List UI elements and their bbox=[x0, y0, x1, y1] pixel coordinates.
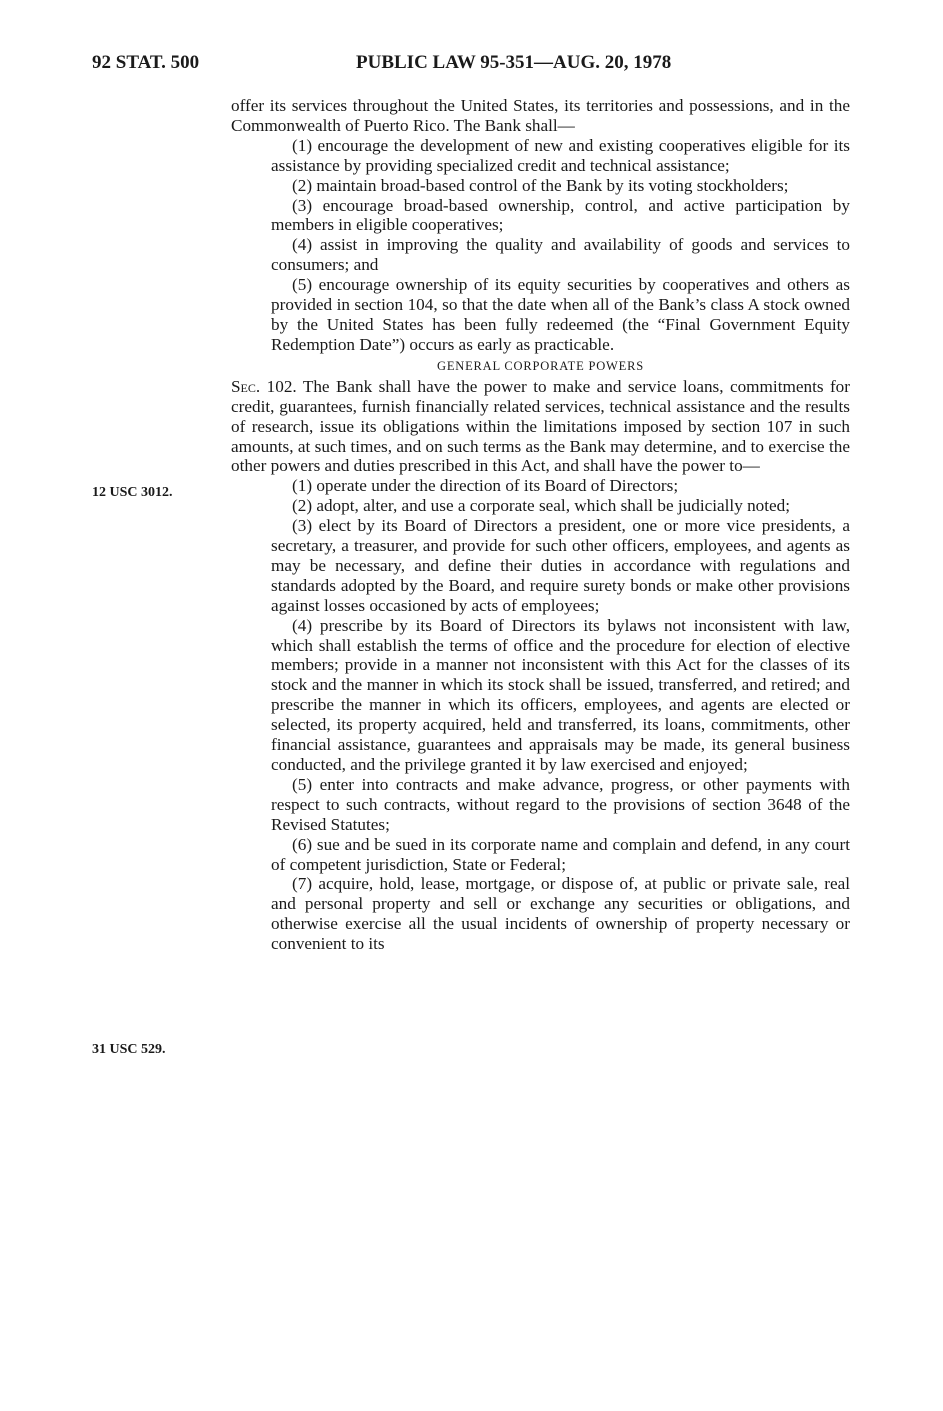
body-text bbox=[231, 96, 850, 954]
section-label: Sec. bbox=[231, 376, 261, 396]
section-102-text: 102. The Bank shall have the power to make and service loans, commitments for credit, guarantees, furnish financially related services, technical assistance and the results of research, issue its obligations within the limitations imposed by section 107 in such amounts, at such times, and on such terms as the Bank may determine, and to exercise the other powers and duties prescribed in this Act, and shall have the power to— bbox=[231, 376, 850, 476]
list-item-102-4: (4) prescribe by its Board of Directors its bylaws not inconsistent with law, which shall establish the terms of office and the procedure for election of elective members; provide in a manner not inconsistent with this Act for the classes of its stock and the manner in which its stock shall be issued, transferred, and retired; and prescribe the manner in which its officers, employees, and agents are elected or selected, its property acquired, held and transferred, its loans, commitments, other financial assistance, guarantees and appraisals may be made, its general business conducted, and the privilege granted it by law exercised and enjoyed; bbox=[271, 615, 850, 774]
list-item-101-3: (3) encourage broad-based ownership, control, and active participation by members in eligible cooperatives; bbox=[271, 195, 850, 235]
intro-paragraph: offer its services throughout the United States, its territories and possessions, and in the Commonwealth of Puerto Rico. The Bank shall— bbox=[231, 96, 850, 135]
margin-note-31-usc-529: 31 USC 529. bbox=[92, 1042, 166, 1057]
list-item-101-5: (5) encourage ownership of its equity securities by cooperatives and others as provided in section 104, so that the date when all of the Bank’s class A stock owned by the United States has been fully redeemed (the “Final Government Equity Redemption Date”) occurs as early as practicable. bbox=[271, 275, 850, 354]
list-item-102-5: (5) enter into contracts and make advance, progress, or other payments with respect to such contracts, without regard to the provisions of section 3648 of the Revised Statutes; bbox=[271, 774, 850, 834]
list-item-101-4: (4) assist in improving the quality and availability of goods and services to consumers; and bbox=[271, 235, 850, 275]
list-item-102-3: (3) elect by its Board of Directors a president, one or more vice presidents, a secretary, a treasurer, and provide for such other officers, employees, and agents as may be necessary, and define their duties in accordance with regulations and standards adopted by the Board, and require surety bonds or make other provisions against losses occasioned by acts of employees; bbox=[271, 516, 850, 615]
stat-reference: 92 STAT. 500 bbox=[92, 52, 200, 73]
margin-note-12-usc-3012: 12 USC 3012. bbox=[92, 485, 173, 500]
list-item-102-7: (7) acquire, hold, lease, mortgage, or dispose of, at public or private sale, real and personal property and sell or exchange any securities or obligations, and otherwise exercise all the usual incidents of ownership of property necessary or convenient to its bbox=[271, 874, 850, 954]
section-102-paragraph bbox=[231, 377, 850, 477]
list-item-102-1: (1) operate under the direction of its Board of Directors; bbox=[292, 476, 679, 496]
list-item-101-2: (2) maintain broad-based control of the Bank by its voting stockholders; bbox=[292, 175, 789, 195]
public-law-title: PUBLIC LAW 95-351—AUG. 20, 1978 bbox=[356, 52, 672, 73]
section-heading: GENERAL CORPORATE POWERS bbox=[437, 358, 644, 373]
list-item-102-2: (2) adopt, alter, and use a corporate seal, which shall be judicially noted; bbox=[292, 496, 791, 516]
list-item-101-1: (1) encourage the development of new and existing cooperatives eligible for its assistance by providing specialized credit and technical assistance; bbox=[271, 135, 850, 175]
list-item-102-6: (6) sue and be sued in its corporate name and complain and defend, in any court of competent jurisdiction, State or Federal; bbox=[271, 834, 850, 874]
running-head bbox=[92, 52, 851, 82]
